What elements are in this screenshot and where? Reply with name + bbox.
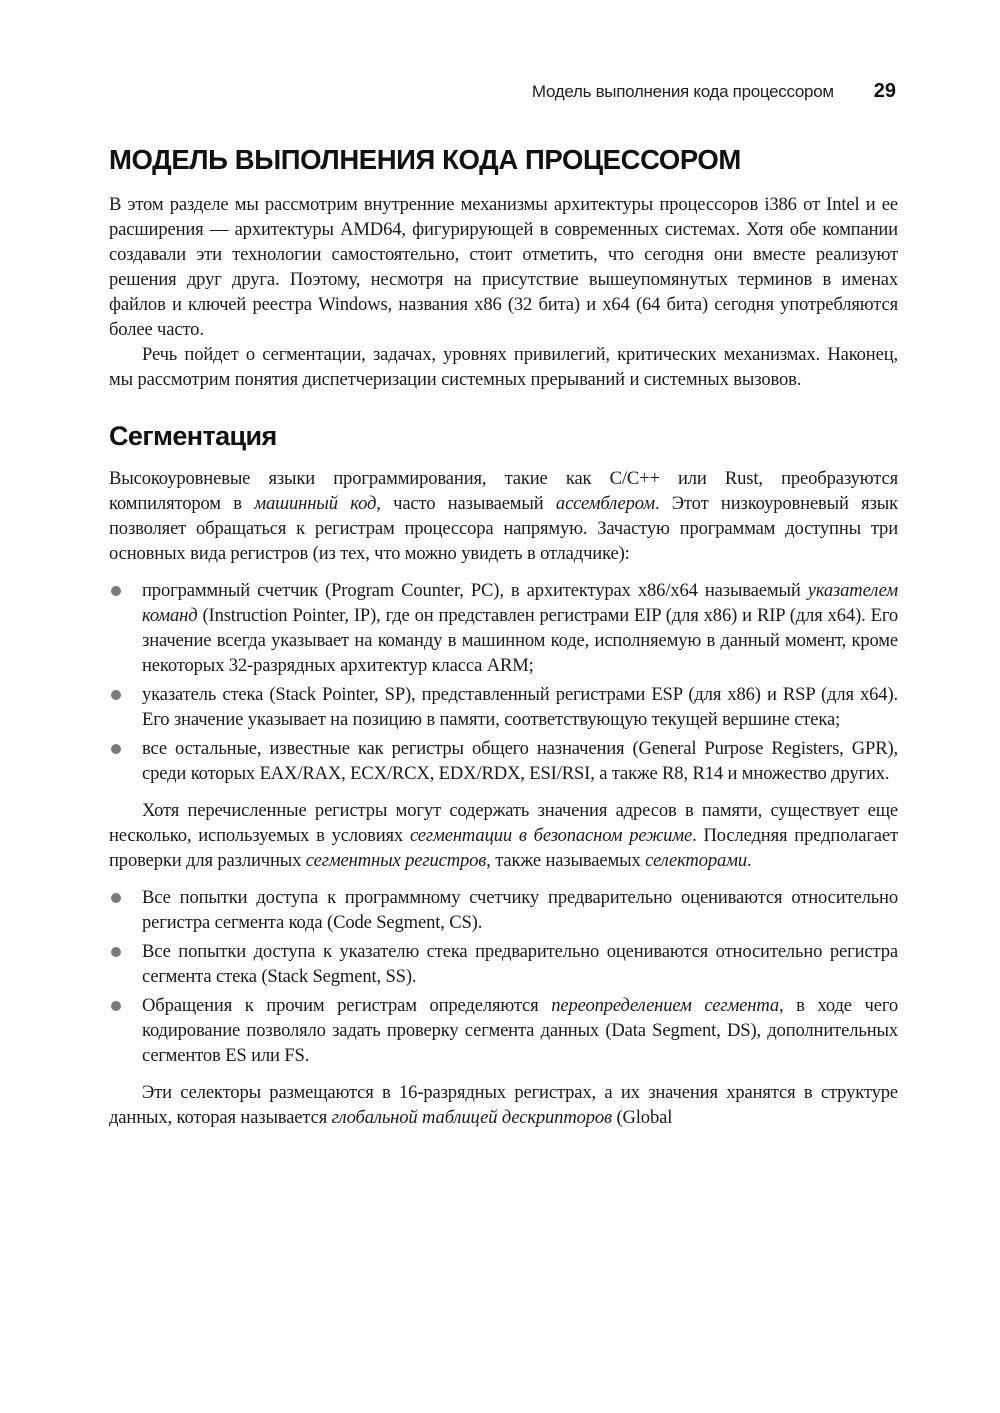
text-run: Все попытки доступа к указателю стека предварительно оцениваются относительно регистра сегмента стека (Stack Segment, SS). [142, 941, 898, 987]
register-types-list [109, 578, 898, 786]
emphasis-term: машинный код [254, 493, 377, 514]
text-run: (Global [611, 1107, 673, 1128]
bullet-icon [111, 744, 121, 754]
running-head [532, 80, 896, 103]
text-run: . Последняя предполагает проверки для различных [109, 825, 898, 871]
text-run: Хотя перечисленные регистры могут содержать значения адресов в памяти, существует еще несколько, используемых в условиях [109, 800, 898, 846]
emphasis-term: ассемблером [555, 493, 655, 514]
text-run: программный счетчик (Program Counter, PC), в архитектурах x86/x64 называемый [142, 580, 808, 601]
text-run: Высокоуровневые языки программирования, такие как C/C++ или Rust, преобразуются компилятором в [109, 468, 898, 514]
text-run: Все попытки доступа к программному счетчику предварительно оцениваются относительно регистра сегмента кода (Code Segment, CS). [142, 887, 898, 933]
segment-checks-list [109, 885, 898, 1068]
text-run: (Instruction Pointer, IP), где он представлен регистрами EIP (для x86) и RIP (для x64). Его значение всегда указывает на команду в машинном коде, исполняемую в данный момент, кроме некоторых 32-разрядных архитектур класса ARM; [142, 605, 898, 676]
text-run: . Этот низкоуровневый язык позволяет обращаться к регистрам процессора напрямую. Зачастую программам доступны три основных вида регистров (из тех, что можно увидеть в отладчике): [109, 493, 898, 564]
segment-registers-paragraph [109, 798, 898, 873]
text-run: Обращения к прочим регистрам определяются [142, 995, 552, 1016]
list-item [109, 993, 898, 1068]
page-content [109, 140, 898, 1130]
bullet-icon [111, 586, 121, 596]
list-item [109, 885, 898, 935]
emphasis-term: сегментации в безопасном режиме [409, 825, 693, 846]
text-run: указатель стека (Stack Pointer, SP), представленный регистрами ESP (для x86) и RSP (для x64). Его значение указывает на позицию в памяти, соответствующую текущей вершине стека; [142, 684, 898, 730]
emphasis-term: селекторами [645, 850, 747, 871]
subsection-heading: Сегментация [109, 421, 277, 451]
list-item [109, 682, 898, 732]
emphasis-term: сегментных регистров [305, 850, 487, 871]
bullet-icon [111, 893, 121, 903]
emphasis-term: переопределением сегмента [551, 995, 780, 1016]
text-run: Эти селекторы размещаются в 16-разрядных регистрах, а их значения хранятся в структуре данных, которая называется [109, 1082, 898, 1128]
section-intro-paragraph: В этом разделе мы рассмотрим внутренние механизмы архитектуры процессоров i386 от Intel и ее расширения — архитектуры AMD64, фигурирующей в современных системах. Хотя обе компании создавали эти технологии самостоятельно, стоит отметить, что сегодня они вместе реализуют решения друг друга. Поэтому, несмотря на присутствие вышеупомянутых терминов в именах файлов и ключей реестра Windows, названия x86 (32 бита) и x64 (64 бита) сегодня употребляются более часто. [109, 194, 898, 340]
emphasis-term: глобальной таблицей дескрипторов [331, 1107, 612, 1128]
selectors-paragraph [109, 1080, 898, 1130]
bullet-icon [111, 1001, 121, 1011]
text-run: все остальные, известные как регистры общего назначения (General Purpose Registers, GPR), среди которых EAX/RAX, ECX/RCX, EDX/RDX, ESI/RSI, а также R8, R14 и множество других. [142, 738, 898, 784]
segmentation-intro-paragraph [109, 466, 898, 566]
list-item [109, 736, 898, 786]
text-run: , часто называемый [376, 493, 556, 514]
section-heading: МОДЕЛЬ ВЫПОЛНЕНИЯ КОДА ПРОЦЕССОРОМ [109, 144, 741, 175]
text-run: , в ходе чего кодирование позволяло задать проверку сегмента данных (Data Segment, DS), дополнительных сегментов ES или FS. [142, 995, 898, 1066]
page-number: 29 [873, 80, 896, 102]
section-second-paragraph: Речь пойдет о сегментации, задачах, уровнях привилегий, критических механизмах. Наконец, мы рассмотрим понятия диспетчеризации системных прерываний и системных вызовов. [109, 344, 898, 390]
list-item [109, 939, 898, 989]
bullet-icon [111, 690, 121, 700]
text-run: , также называемых [486, 850, 646, 871]
emphasis-term: указателем команд [142, 580, 898, 626]
text-run: . [747, 850, 752, 871]
running-title: Модель выполнения кода процессором [531, 82, 834, 101]
list-item [109, 578, 898, 678]
bullet-icon [111, 947, 121, 957]
